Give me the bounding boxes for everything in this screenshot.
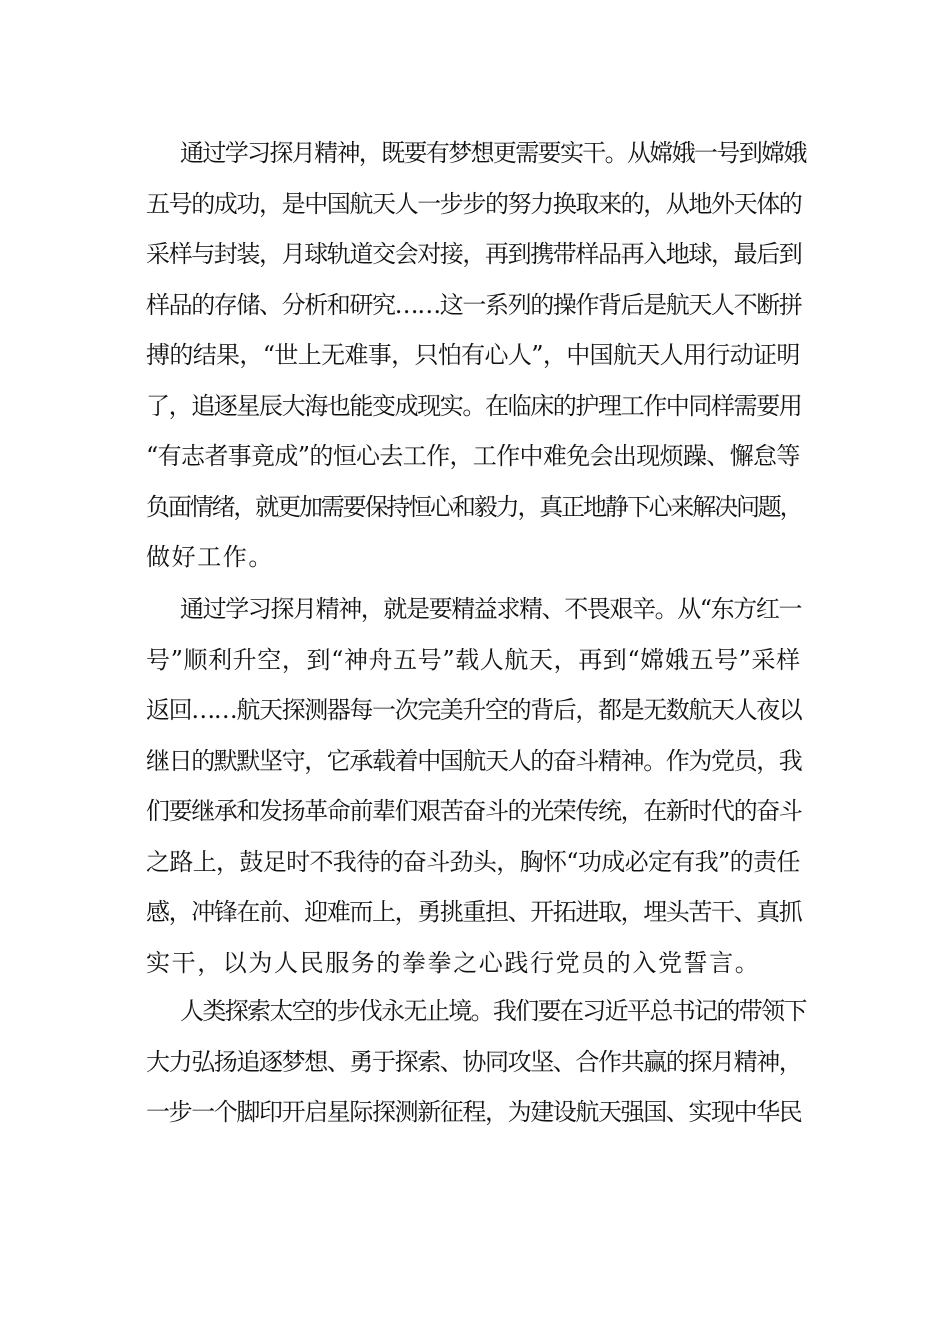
paragraph-line: 人类探索太空的步伐永无止境。我们要在习近平总书记的带领下 bbox=[180, 997, 806, 1025]
paragraph-line: 采样与封装，月球轨道交会对接，再到携带样品再入地球，最后到 bbox=[146, 240, 802, 268]
paragraph-line: 实干，以为人民服务的拳拳之心践行党员的入党誓言。 bbox=[146, 948, 761, 977]
paragraph-line: “有志者事竟成”的恒心去工作，工作中难免会出现烦躁、懈怠等 bbox=[146, 442, 800, 470]
paragraph-line: 通过学习探月精神，既要有梦想更需要实干。从嫦娥一号到嫦娥 bbox=[180, 139, 806, 167]
paragraph-line: 负面情绪，就更加需要保持恒心和毅力，真正地静下心来解决问题， bbox=[146, 492, 802, 521]
paragraph-line: 做好工作。 bbox=[146, 543, 274, 571]
paragraph-line: 之路上，鼓足时不我待的奋斗劲头，胸怀“功成必定有我”的责任 bbox=[146, 847, 800, 876]
paragraph-line: 号”顺利升空，到“神舟五号”载人航天，再到“嫦娥五号”采样 bbox=[146, 645, 801, 674]
paragraph-line: 继日的默默坚守，它承载着中国航天人的奋斗精神。作为党员，我 bbox=[146, 746, 802, 775]
paragraph-1 bbox=[146, 128, 806, 583]
paragraph-line: 一步一个脚印开启星际探测新征程，为建设航天强国、实现中华民 bbox=[146, 1098, 802, 1126]
paragraph-line: 搏的结果，“世上无难事，只怕有心人”，中国航天人用行动证明 bbox=[146, 341, 800, 369]
paragraph-line: 感，冲锋在前、迎难而上，勇挑重担、开拓进取，埋头苦干、真抓 bbox=[146, 898, 802, 926]
paragraph-line: 了，追逐星辰大海也能变成现实。在临床的护理工作中同样需要用 bbox=[146, 391, 802, 420]
paragraph-line: 通过学习探月精神，就是要精益求精、不畏艰辛。从“东方红一 bbox=[180, 595, 802, 623]
paragraph-line: 样品的存储、分析和研究……这一系列的操作背后是航天人不断拼 bbox=[146, 290, 802, 319]
paragraph-line: 们要继承和发扬革命前辈们艰苦奋斗的光荣传统，在新时代的奋斗 bbox=[146, 797, 802, 825]
paragraph-line: 返回……航天探测器每一次完美升空的背后，都是无数航天人夜以 bbox=[146, 696, 802, 724]
paragraph-line: 五号的成功，是中国航天人一步步的努力换取来的，从地外天体的 bbox=[146, 189, 802, 218]
paragraph-line: 大力弘扬追逐梦想、勇于探索、协同攻坚、合作共赢的探月精神， bbox=[146, 1047, 802, 1076]
paragraph-3 bbox=[146, 986, 806, 1138]
paragraph-2 bbox=[146, 584, 806, 988]
